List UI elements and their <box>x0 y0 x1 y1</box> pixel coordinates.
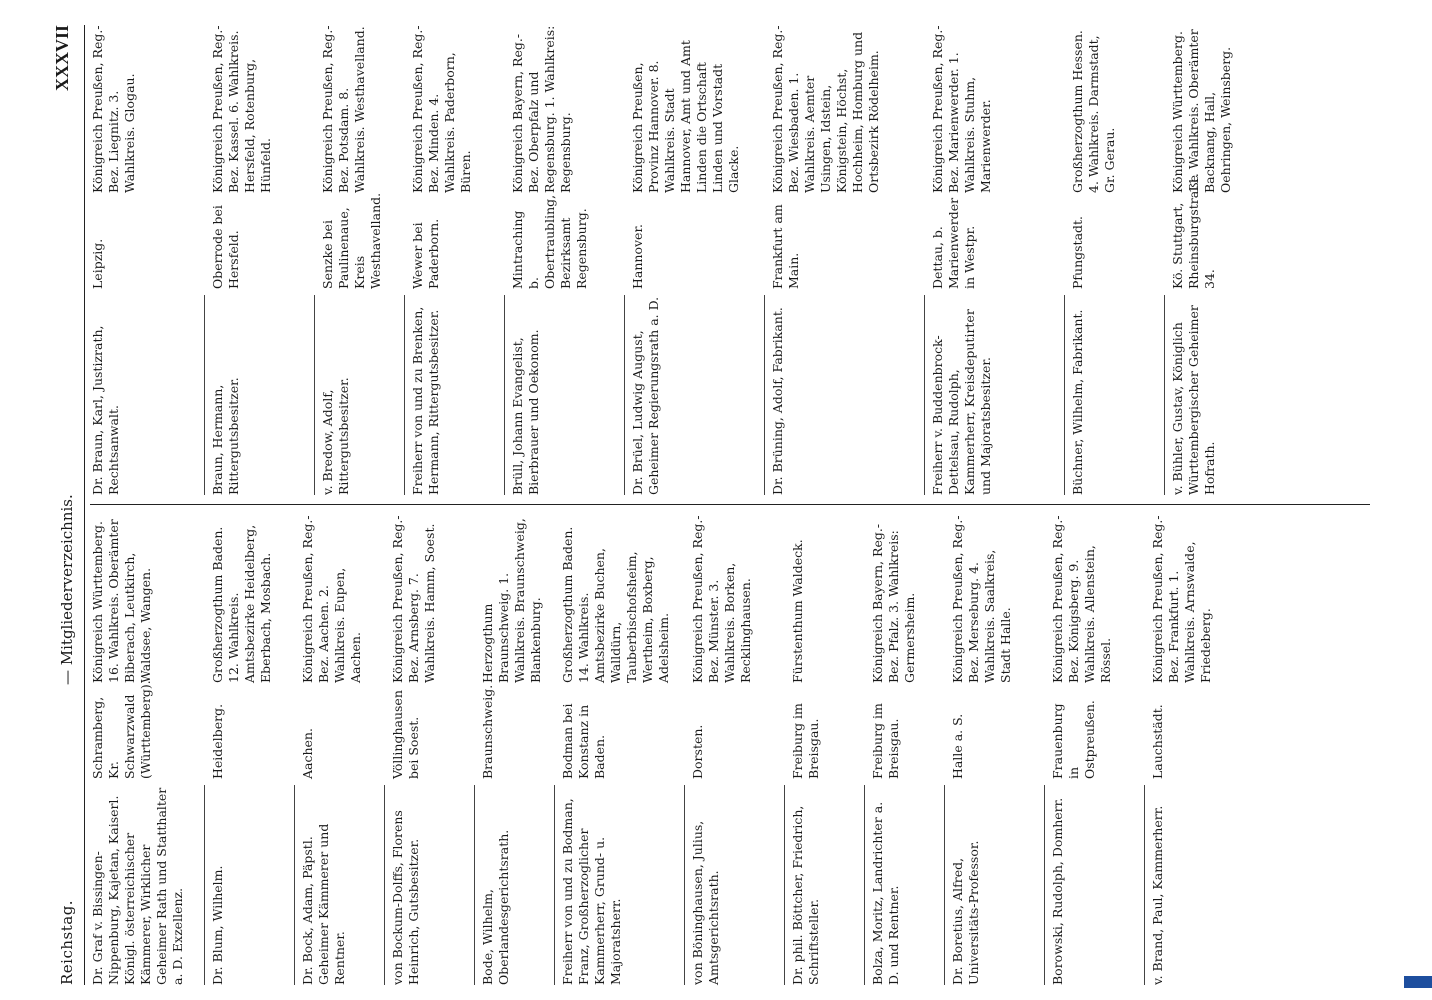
member-residence: Leipzig. <box>90 238 105 289</box>
electoral-district: Königreich Preußen, Reg.-Bez. Merseburg. 4. Wahlkreis. Saalkreis, Stadt Halle. <box>950 515 1013 683</box>
member-residence: Braunschweig. <box>480 684 495 779</box>
member-residence: Freiburg im Breisgau. <box>870 703 901 779</box>
member-residence: Bodman bei Konstanz in Baden. <box>560 703 607 779</box>
digitization-credit <box>1408 6 1426 994</box>
electoral-district: Königreich Bayern, Reg.-Bez. Pfalz. 3. Wahlkreis: Germersheim. <box>870 523 917 683</box>
entry-separator <box>294 785 295 985</box>
entry-separator <box>764 295 765 495</box>
entry-separator <box>504 295 505 495</box>
member-residence: Frauenburg in Ostpreußen. <box>1050 700 1097 779</box>
electoral-district: Großherzogthum Hessen. 4. Wahlkreis. Darmstadt, Gr. Gerau. <box>1070 30 1117 193</box>
entry-separator <box>554 785 555 985</box>
electoral-district: Königreich Preußen, Reg.-Bez. Marienwerder. 1. Wahlkreis. Stuhm, Marienwerder. <box>930 25 993 193</box>
left-column <box>90 515 1370 985</box>
entry-separator <box>1144 785 1145 985</box>
entry-separator <box>924 295 925 495</box>
electoral-district: Königreich Bayern, Reg.-Bez. Oberpfalz und Regensburg. 1. Wahlkreis: Regensburg. <box>510 25 573 193</box>
member-name: Bode, Wilhelm, Oberlandesgerichtsrath. <box>480 829 511 985</box>
member-name: Braun, Hermann, Rittergutsbesitzer. <box>210 377 241 495</box>
member-residence: Dettau, b. Marienwerder in Westpr. <box>930 197 977 289</box>
member-name: von Bockum-Dolffs, Florens Heinrich, Gutsbesitzer. <box>390 810 421 985</box>
electoral-district: Königreich Preußen, Reg.-Bez. Minden. 4. Wahlkreis. Paderborn, Büren. <box>410 25 473 193</box>
entry-separator <box>474 785 475 985</box>
member-name: Dr. Boretius, Alfred, Universitäts-Professor. <box>950 840 981 985</box>
member-residence: Dorsten. <box>690 724 705 779</box>
entry-separator <box>1064 295 1065 495</box>
entry-separator <box>624 295 625 495</box>
member-name: von Böninghausen, Julius, Amtsgerichtsrath. <box>690 820 721 985</box>
member-name: Dr. Brüning, Adolf, Fabrikant. <box>770 307 785 495</box>
electoral-district: Königreich Württemberg. 16. Wahlkreis. Oberämter Biberach, Leutkirch, Waldsee, Wangen. <box>90 519 153 683</box>
member-residence: Frankfurt am Main. <box>770 204 801 289</box>
electoral-district: Königreich Preußen, Reg.-Bez. Münster. 3. Wahlkreis. Borken, Recklinghausen. <box>690 515 753 683</box>
rotated-page-content <box>50 25 1380 985</box>
electoral-district: Königreich Preußen, Reg.-Bez. Aachen. 2. Wahlkreis. Eupen, Aachen. <box>300 515 363 683</box>
member-residence: Schramberg, Kr. Schwarzwald (Württemberg). <box>90 680 153 779</box>
member-name: Büchner, Wilhelm, Fabrikant. <box>1070 309 1085 495</box>
electoral-district: Königreich Preußen, Reg.-Bez. Königsberg. 9. Wahlkreis. Allenstein, Rössel. <box>1050 515 1113 683</box>
member-residence: Lauchstädt. <box>1150 704 1165 779</box>
member-name: v. Bühler, Gustav, Königlich Württembergischer Geheimer Hofrath. <box>1170 305 1217 495</box>
entry-separator <box>1164 295 1165 495</box>
member-residence: Mintraching b. Obertraubling, Bezirksamt Regensburg. <box>510 194 589 289</box>
member-name: Freiherr von und zu Bodman, Franz, Großherzoglicher Kammerherr, Grund- u. Majoratsherr. <box>560 798 623 985</box>
member-name: Bolza, Moritz, Landrichter a. D. und Rentner. <box>870 801 901 985</box>
entry-separator <box>204 295 205 495</box>
member-name: Freiherr v. Buddenbrock-Dettelsau, Rudolph, Kammerherr, Kreisdeputirter und Majoratsbesitzer. <box>930 309 993 495</box>
entry-separator <box>204 785 205 985</box>
member-name: Dr. Bock, Adam, Päpstl. Geheimer Kämmerer und Rentner. <box>300 823 347 985</box>
member-residence: Freiburg im Breisgau. <box>790 703 821 779</box>
electoral-district: Herzogthum Braunschweig. 1. Wahlkreis. Braunschweig, Blankenburg. <box>480 518 543 683</box>
electoral-district: Fürstenthum Waldeck. <box>790 539 805 683</box>
member-name: v. Brand, Paul, Kammerherr. <box>1150 805 1165 985</box>
dfg-logo <box>1404 976 1432 988</box>
member-residence: Senzke bei Paulinenaue, Kreis Westhavelland. <box>320 192 383 289</box>
member-residence: Kö. Stuttgart, Rheinsburgstraße 34. <box>1170 175 1217 289</box>
member-name: Dr. Graf v. Bissingen-Nippenburg, Kajetan, Kaiserl. Königl. österreichischer Kämmerer, Wirklicher Geheimer Rath und Statthalter a. D. Exzellenz. <box>90 787 185 985</box>
member-residence: Heidelberg. <box>210 703 225 779</box>
member-name: v. Bredow, Adolf, Rittergutsbesitzer. <box>320 377 351 495</box>
member-name: Dr. Braun, Karl, Justizrath, Rechtsanwalt. <box>90 325 121 495</box>
member-residence: Hannover. <box>630 223 645 289</box>
column-divider <box>90 504 1370 505</box>
entry-separator <box>314 295 315 495</box>
member-name: Brüll, Johann Evangelist, Bierbrauer und Oekonom. <box>510 329 541 495</box>
electoral-district: Königreich Preußen, Reg.-Bez. Kassel. 6. Wahlkreis. Hersfeld, Rotenburg, Hünfeld. <box>210 25 273 193</box>
member-name: Freiherr von und zu Brenken, Hermann, Rittergutsbesitzer. <box>410 306 441 495</box>
electoral-district: Königreich Preußen, Reg.-Bez. Liegnitz. 3. Wahlkreis. Glogau. <box>90 25 137 193</box>
entry-separator <box>864 785 865 985</box>
member-residence: Völlinghausen bei Soest. <box>390 690 421 779</box>
member-name: Dr. Brüel, Ludwig August, Geheimer Regierungsrath a. D. <box>630 296 661 495</box>
entry-separator <box>684 785 685 985</box>
entry-separator <box>384 785 385 985</box>
entry-separator <box>944 785 945 985</box>
entry-separator <box>1044 785 1045 985</box>
electoral-district: Königreich Preußen, Provinz Hannover. 8. Wahlkreis. Stadt Hannover, Amt und Amt Linden die Ortschaft Linden und Vorstadt Glacke. <box>630 40 741 193</box>
member-name: Dr. Blum, Wilhelm. <box>210 865 225 985</box>
member-residence: Aachen. <box>300 728 315 779</box>
entry-separator <box>784 785 785 985</box>
member-residence: Pfungstadt. <box>1070 215 1085 289</box>
header-rule <box>84 25 85 985</box>
page-number: XXXVII <box>52 25 72 92</box>
electoral-district: Großherzogthum Baden. 14. Wahlkreis. Amtsbezirke Buchen, Walldürn, Tauberbischofsheim, Wertheim, Boxberg, Adelsheim. <box>560 526 671 683</box>
member-residence: Wewer bei Paderborn. <box>410 218 441 289</box>
header-title: — Mitgliederverzeichnis. <box>58 494 76 685</box>
member-residence: Halle a. S. <box>950 713 965 779</box>
electoral-district: Königreich Preußen, Reg.-Bez. Wiesbaden. 1. Wahlkreis. Aemter Usingen, Idstein, Königstein, Höchst, Hochheim, Homburg und Ortsbezirk Rödelheim. <box>770 25 881 193</box>
right-column <box>90 25 1370 495</box>
entry-separator <box>404 295 405 495</box>
running-header <box>50 25 84 985</box>
member-residence: Oberrode bei Hersfeld. <box>210 205 241 289</box>
electoral-district: Königreich Preußen, Reg.-Bez. Frankfurt. 1. Wahlkreis. Arnswalde, Friedeberg. <box>1150 515 1213 683</box>
header-left: Reichstag. <box>58 899 76 985</box>
electoral-district: Großherzogthum Baden. 12. Wahlkreis. Amtsbezirke Heidelberg, Eberbach, Mosbach. <box>210 524 273 683</box>
electoral-district: Königreich Preußen, Reg.-Bez. Potsdam. 8. Wahlkreis. Westhavelland. <box>320 25 367 193</box>
member-name: Dr. phil. Böttcher, Friedrich, Schriftsteller. <box>790 805 821 985</box>
electoral-district: Königreich Württemberg. 11. Wahlkreis. Oberämter Backnang, Hall, Oehringen, Weinsberg. <box>1170 29 1233 193</box>
electoral-district: Königreich Preußen, Reg.-Bez. Arnsberg. 7. Wahlkreis. Hamm, Soest. <box>390 515 437 683</box>
member-name: Borowski, Rudolph, Domherr. <box>1050 797 1065 985</box>
